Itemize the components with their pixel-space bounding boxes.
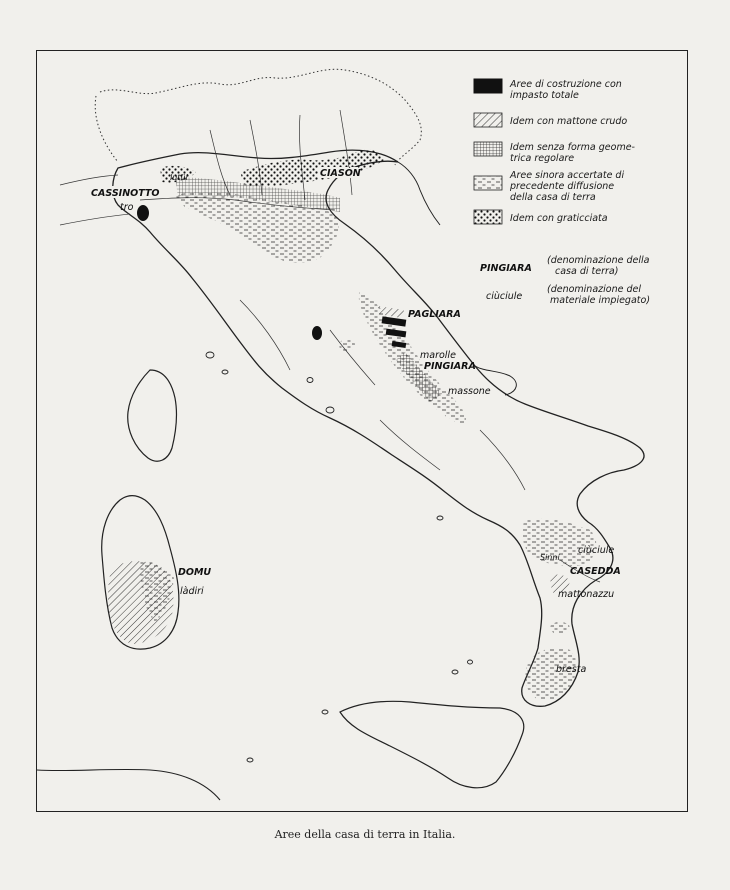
svg-text:Idem senza forma geome-: Idem senza forma geome-	[510, 142, 635, 153]
area-total-impasto-tuscany	[312, 326, 322, 340]
label-lutul: lutül	[170, 173, 188, 182]
legend-item-wattle	[474, 210, 608, 224]
svg-text:Aree sinora accertate di: Aree sinora accertate di	[510, 170, 625, 181]
svg-text:della casa di terra: della casa di terra	[510, 192, 596, 203]
legend-key-material-term: ciùciule	[486, 291, 523, 302]
label-ladiri: làdiri	[180, 586, 204, 597]
figure-caption: Aree della casa di terra in Italia.	[274, 828, 456, 841]
svg-text:Aree di costruzione con: Aree di costruzione con	[510, 79, 622, 90]
label-bresta: bresta	[556, 664, 587, 675]
label-cassinotto: CASSINOTTO	[91, 188, 160, 199]
label-casedda: CASEDDA	[570, 566, 621, 577]
label-domu: DOMU	[178, 567, 212, 578]
label-ciuciule: ciùciule	[578, 545, 615, 556]
label-massone: massone	[448, 386, 491, 397]
legend-key-house-desc-2: casa di terra)	[555, 266, 619, 277]
label-sinni: Sinni	[540, 553, 560, 562]
svg-text:trica regolare: trica regolare	[510, 153, 575, 164]
label-mattonazzu: mattonazzu	[558, 589, 615, 600]
sicily-island	[340, 701, 524, 787]
label-pagliara: PAGLIARA	[408, 309, 461, 320]
svg-text:precedente diffusione: precedente diffusione	[510, 181, 615, 192]
svg-text:Idem con graticciata: Idem con graticciata	[510, 213, 608, 224]
corsica-island	[128, 370, 177, 461]
svg-text:Idem con mattone crudo: Idem con mattone crudo	[510, 116, 628, 127]
legend-key-house-term: PINGIARA	[480, 263, 532, 274]
label-ciason: CIASÒN	[320, 168, 361, 179]
legend-item-crude-brick	[474, 113, 627, 127]
area-total-impasto-piedmont	[137, 205, 149, 221]
legend-key-material-desc-2: materiale impiegato)	[550, 295, 651, 306]
label-pingiara-abruzzo: PINGIARA	[424, 361, 476, 372]
label-tro: tro	[120, 202, 134, 213]
legend-key-material-desc-1: (denominazione del	[547, 284, 641, 295]
label-marolle: marolle	[420, 350, 456, 361]
map-legend	[468, 60, 684, 310]
legend-key-house-desc-1: (denominazione della	[547, 255, 650, 266]
svg-text:impasto totale: impasto totale	[510, 90, 579, 101]
